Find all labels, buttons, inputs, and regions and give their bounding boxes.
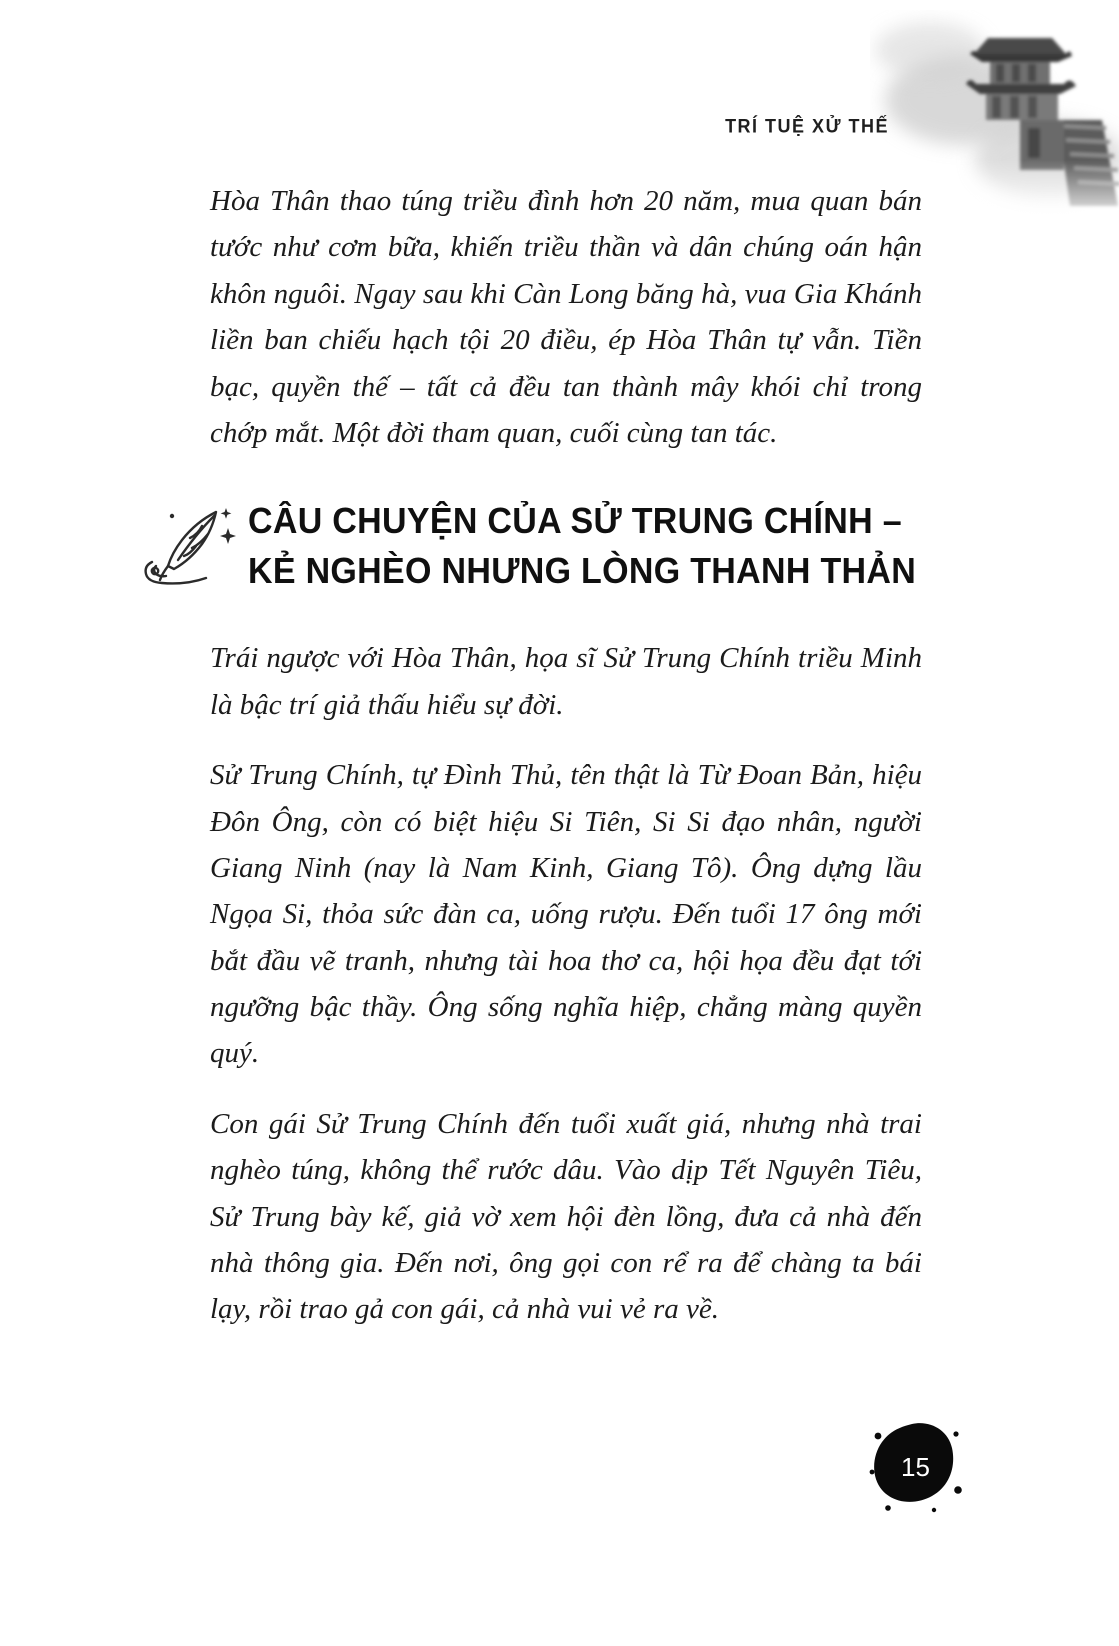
body-paragraph: Trái ngược với Hòa Thân, họa sĩ Sử Trung Chính triều Minh là bậc trí giả thấu hiểu sự đời. bbox=[210, 642, 922, 721]
section-heading-line-2: KẺ NGHÈO NHƯNG LÒNG THANH THẢN bbox=[248, 552, 917, 593]
section-heading-text bbox=[248, 496, 916, 597]
page-number: 15 bbox=[901, 1452, 930, 1482]
section-heading bbox=[138, 496, 922, 601]
page-number-blob bbox=[868, 1420, 963, 1515]
section-heading-line-1: CÂU CHUYỆN CỦA SỬ TRUNG CHÍNH – bbox=[248, 501, 902, 542]
running-header: TRÍ TUỆ XỬ THẾ bbox=[725, 114, 889, 137]
body-paragraph: Sử Trung Chính, tự Đình Thủ, tên thật là Từ Đoan Bản, hiệu Đôn Ông, còn có biệt hiệu Si Tiên, Si Si đạo nhân, người Giang Ninh (nay là Nam Kinh, Giang Tô). Ông dựng lầu Ngọa Si, thỏa sức đàn ca, uống rượu. Đến tuổi 17 ông mới bắt đầu vẽ tranh, nhưng tài hoa thơ ca, hội họa đều đạt tới ngưỡng bậc thầy. Ông sống nghĩa hiệp, chẳng màng quyền quý. bbox=[210, 759, 922, 1070]
quill-icon bbox=[138, 496, 248, 601]
intro-paragraph: Hòa Thân thao túng triều đình hơn 20 năm, mua quan bán tước như cơm bữa, khiến triều thần và dân chúng oán hận khôn nguôi. Ngay sau khi Càn Long băng hà, vua Gia Khánh liền ban chiếu hạch tội 20 điều, ép Hòa Thân tự vẫn. Tiền bạc, quyền thế – tất cả đều tan thành mây khói chỉ trong chớp mắt. Một đời tham quan, cuối cùng tan tác. bbox=[210, 185, 922, 449]
body-paragraph: Con gái Sử Trung Chính đến tuổi xuất giá, nhưng nhà trai nghèo túng, không thể rước dâu. Vào dịp Tết Nguyên Tiêu, Sử Trung bày kế, giả vờ xem hội đèn lồng, đưa cả nhà đến nhà thông gia. Đến nơi, ông gọi con rể ra để chàng ta bái lạy, rồi trao gả con gái, cả nhà vui vẻ ra về. bbox=[210, 1107, 922, 1326]
text-column bbox=[210, 178, 922, 1357]
